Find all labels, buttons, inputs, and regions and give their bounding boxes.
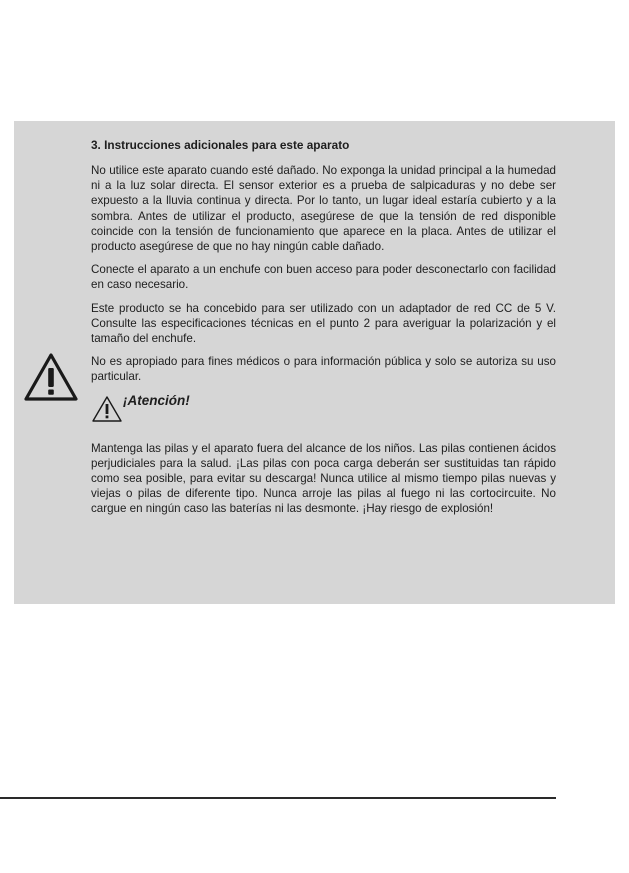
paragraph-batteries: Mantenga las pilas y el aparato fuera del alcance de los niños. Las pilas contienen ácidos perjudiciales para la salud. ¡Las pilas con poca carga deberán ser sustituidas tan rápido como sea posible, para evitar su descarga! Nunca utilice al mismo tiempo pilas nuevas y viejas o pilas de diferente tipo. Nunca arroje las pilas al fuego ni las cortocircuite. No cargue en ningún caso las baterías ni las desmonte. ¡Hay riesgo de explosión!	[91, 441, 556, 516]
attention-warning-icon	[91, 395, 123, 423]
attention-heading	[91, 393, 556, 433]
paragraph-usage: No es apropiado para fines médicos o para información pública y solo se autoriza su uso particular.	[91, 355, 556, 384]
paragraph-adapter: Este producto se ha concebido para ser utilizado con un adaptador de red CC de 5 V. Consulte las especificaciones técnicas en el punto 2 para averiguar la polarización y el tamaño del enchufe.	[91, 301, 556, 346]
warning-triangle-icon	[23, 352, 79, 402]
bottom-divider	[0, 797, 556, 799]
section-title: 3. Instrucciones adicionales para este aparato	[91, 138, 350, 152]
paragraph-safety: No utilice este aparato cuando esté dañado. No exponga la unidad principal a la humedad ni a la luz solar directa. El sensor exterior es a prueba de salpicaduras y no debe ser expuesto a la lluvia continua y directa. Por lo tanto, un lugar ideal estaría cubierto y a la sombra. Antes de utilizar el producto, asegúrese de que la tensión de red disponible coincide con la tensión de funcionamiento que aparece en la placa. Antes de utilizar el producto asegúrese de que no hay ningún cable dañado.	[91, 164, 556, 254]
attention-label: ¡Atención!	[123, 392, 190, 408]
paragraph-outlet: Conecte el aparato a un enchufe con buen acceso para poder desconectarlo con facilidad en caso necesario.	[91, 263, 556, 292]
section-content	[91, 138, 556, 525]
